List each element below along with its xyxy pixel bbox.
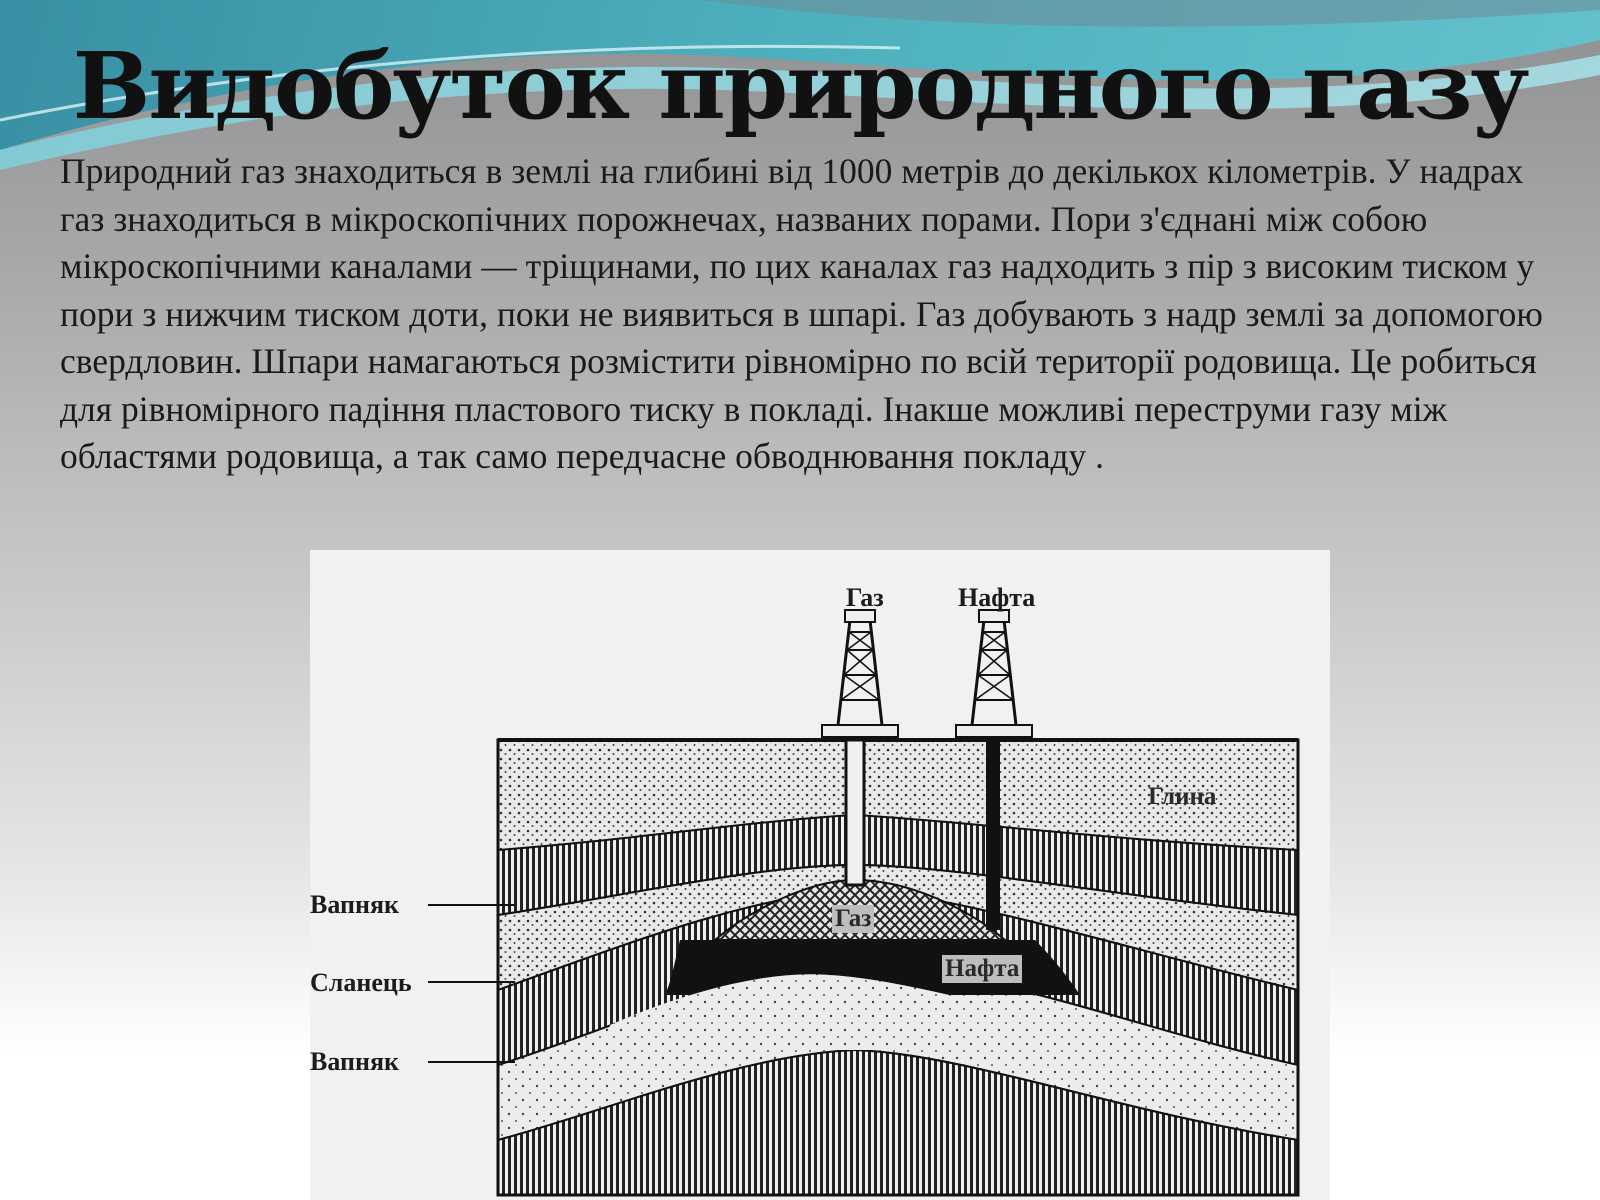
layer-label-gas: Газ bbox=[832, 905, 874, 933]
slide-title: Видобуток природного газу bbox=[72, 32, 1528, 140]
gas-field-cross-section-diagram bbox=[310, 550, 1330, 1200]
oil-derrick bbox=[956, 610, 1032, 737]
layer-label-clay: Глина bbox=[1148, 783, 1217, 810]
well-label-gas: Газ bbox=[846, 583, 884, 612]
body-paragraph: Природний газ знаходиться в землі на глибині від 1000 метрів до декількох кілометрів. У надрах газ знаходиться в мікроскопічних порожнечах, названих порами. Пори з'єднані між собою мікроскопічними каналами — тріщинами, по цих каналах газ надходить з пір з високим тиском у пори з нижчим тиском доти, поки не виявиться в шпарі. Газ добувають з надр землі за допомогою свердловин. Шпари намагаються розмістити рівномірно по всій території родовища. Це робиться для рівномірного падіння пластового тиску в покладі. Інакше можливі переструми газу між областями родовища, а так само передчасне обводнювання покладу . bbox=[60, 151, 1543, 476]
layer-label-oil: Нафта bbox=[942, 955, 1022, 983]
gas-derrick bbox=[822, 610, 898, 737]
side-label-shale: Сланець bbox=[310, 968, 412, 997]
cross-section-drawing bbox=[310, 550, 1330, 1200]
side-label-limestone-upper: Вапняк bbox=[310, 890, 400, 919]
side-label-limestone-lower: Вапняк bbox=[310, 1047, 400, 1076]
well-label-oil: Нафта bbox=[958, 583, 1036, 612]
